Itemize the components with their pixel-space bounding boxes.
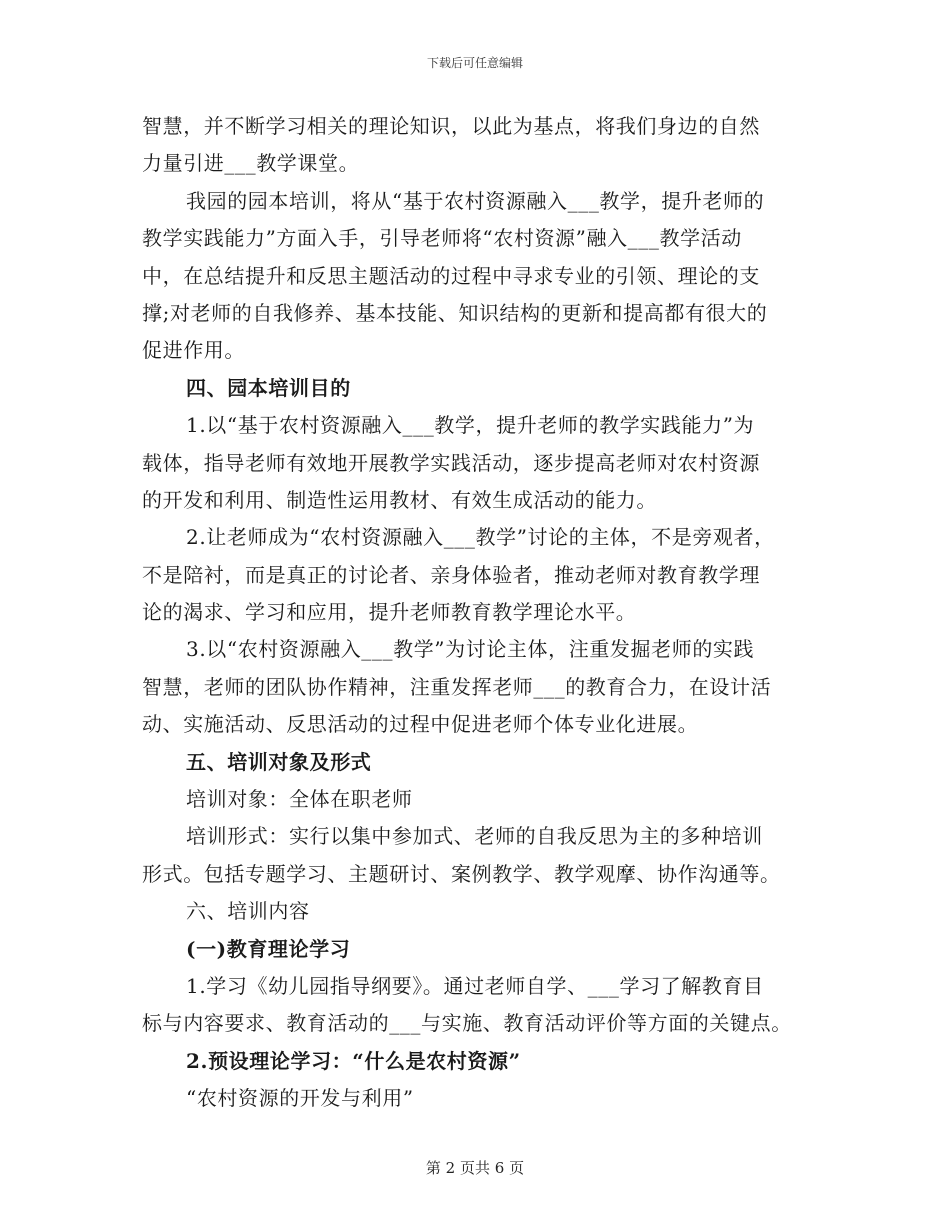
paragraph-line: 促进作用。 (142, 338, 245, 363)
paragraph-line: 智慧，并不断学习相关的理论知识，以此为基点，将我们身边的自然 (142, 114, 760, 138)
paragraph-line: 力量引进___教学课堂。 (142, 151, 360, 176)
paragraph-line: 2.让老师成为“农村资源融入___教学”讨论的主体，不是旁观者， (186, 525, 775, 550)
paragraph-line: 撑;对老师的自我修养、基本技能、知识结构的更新和提高都有很大的 (142, 300, 768, 325)
section-heading: (一)教育理论学习 (186, 936, 351, 961)
paragraph-line: 六、培训内容 (186, 899, 310, 924)
section-heading: 五、培训对象及形式 (186, 749, 372, 774)
paragraph-line: 教学实践能力”方面入手，引导老师将“农村资源”融入___教学活动 (142, 226, 742, 251)
paragraph-line: 3.以“农村资源融入___教学”为讨论主体，注重发掘老师的实践 (186, 637, 755, 662)
section-heading: 四、园本培训目的 (186, 375, 351, 400)
paragraph-line: 智慧，老师的团队协作精神，注重发挥老师___的教育合力，在设计活 (142, 674, 772, 699)
document-body (142, 108, 814, 1118)
paragraph-line: 论的渴求、学习和应用，提升老师教育教学理论水平。 (142, 600, 637, 625)
paragraph-line: “农村资源的开发与利用” (186, 1086, 414, 1111)
paragraph-line: 标与内容要求、教育活动的___与实施、教育活动评价等方面的关键点。 (142, 1011, 792, 1036)
paragraph-line: 我园的园本培训，将从“基于农村资源融入___教学，提升老师的 (186, 188, 765, 213)
page-footer: 第 2 页共 6 页 (425, 1159, 525, 1177)
paragraph-line: 不是陪衬，而是真正的讨论者、亲身体验者，推动老师对教育教学理 (142, 562, 760, 587)
paragraph-line: 载体，指导老师有效地开展教学实践活动，逐步提高老师对农村资源 (142, 450, 760, 475)
paragraph-line: 培训形式：实行以集中参加式、老师的自我反思为主的多种培训 (186, 824, 763, 849)
section-heading: 2.预设理论学习：“什么是农村资源” (186, 1048, 521, 1073)
paragraph-line: 动、实施活动、反思活动的过程中促进老师个体专业化进展。 (142, 712, 699, 737)
page-header: 下载后可任意编辑 (426, 56, 523, 70)
paragraph-line: 形式。包括专题学习、主题研讨、案例教学、教学观摩、协作沟通等。 (142, 861, 781, 886)
paragraph-line: 的开发和利用、制造性运用教材、有效生成活动的能力。 (142, 487, 657, 512)
paragraph-line: 1.学习《幼儿园指导纲要》。通过老师自学、___学习了解教育目 (186, 973, 764, 998)
paragraph-line: 培训对象：全体在职老师 (186, 787, 413, 812)
paragraph-line: 中，在总结提升和反思主题活动的过程中寻求专业的引领、理论的支 (142, 263, 760, 288)
paragraph-line: 1.以“基于农村资源融入___教学，提升老师的教学实践能力”为 (186, 413, 755, 438)
